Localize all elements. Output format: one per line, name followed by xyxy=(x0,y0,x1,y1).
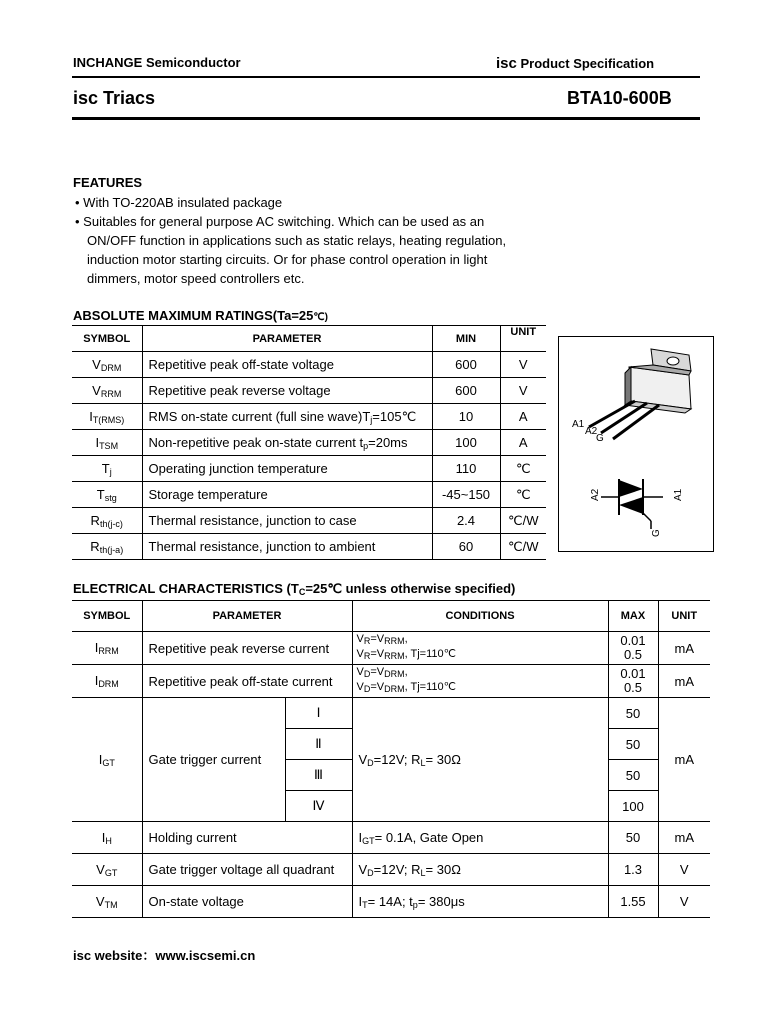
symbol-cell: $I_{GT}$ xyxy=(72,698,142,822)
conditions-cell: $I_{GT}= 0.1A$, Gate Open xyxy=(352,822,608,854)
table-row xyxy=(72,886,710,918)
col-header: SYMBOL xyxy=(72,601,142,632)
unit-cell: ℃/W xyxy=(500,508,546,534)
triac-symbol xyxy=(590,479,684,537)
symbol-cell: $I_{T(RMS)}$ xyxy=(72,404,142,430)
table-row xyxy=(72,665,710,698)
unit-cell: V xyxy=(500,352,546,378)
electrical-title: ELECTRICAL CHARACTERISTICS ($T_C=25℃$ unless otherwise specified) xyxy=(73,581,516,597)
table-row xyxy=(72,508,546,534)
quadrant-cell: Ⅰ xyxy=(285,698,352,729)
website-link[interactable]: www.iscsemi.cn xyxy=(155,948,256,963)
table-row xyxy=(72,456,546,482)
table-row xyxy=(72,404,546,430)
table-row xyxy=(72,534,546,560)
unit-cell: mA xyxy=(658,822,710,854)
min-cell: 60 xyxy=(432,534,500,560)
product-spec-label xyxy=(496,55,654,72)
quadrant-cell: Ⅱ xyxy=(285,729,352,760)
parameter-cell: RMS on-state current (full sine $wave)T_j=105℃$ xyxy=(142,404,432,430)
conditions-cell: $V_R=V_{RRM}$, $V_R=V_{RRM}$, Tj=110℃ xyxy=(352,632,608,665)
parameter-cell: Gate trigger current xyxy=(142,698,285,822)
parameter-cell: Thermal resistance, junction to case xyxy=(142,508,432,534)
max-cell: 50 xyxy=(608,822,658,854)
min-cell: 10 xyxy=(432,404,500,430)
max-cell: 0.01 0.5 xyxy=(608,665,658,698)
col-header: PARAMETER xyxy=(142,601,352,632)
min-cell: 600 xyxy=(432,352,500,378)
company-name: INCHANGE Semiconductor xyxy=(73,55,241,70)
unit-cell: mA xyxy=(658,632,710,665)
feature-item: • Suitables for general purpose AC switching. Which can be used as an xyxy=(75,214,485,229)
quadrant-cell: Ⅲ xyxy=(285,760,352,791)
max-cell: 0.01 0.5 xyxy=(608,632,658,665)
parameter-cell: Repetitive peak reverse current xyxy=(142,632,352,665)
unit-cell: A xyxy=(500,430,546,456)
parameter-cell: Repetitive peak reverse voltage xyxy=(142,378,432,404)
conditions-cell: $I_T= 14A$; $t_p= 380\mu s$ xyxy=(352,886,608,918)
quadrant-cell: Ⅳ xyxy=(285,791,352,822)
symbol-cell: $I_{TSM}$ xyxy=(72,430,142,456)
to220-package-drawing xyxy=(559,337,713,551)
symbol-label-a2: A2 xyxy=(590,488,601,501)
unit-cell: mA xyxy=(658,665,710,698)
table-row xyxy=(72,822,710,854)
table-row xyxy=(72,378,546,404)
min-cell: -45~150 xyxy=(432,482,500,508)
features-title: FEATURES xyxy=(73,175,143,190)
col-header: CONDITIONS xyxy=(352,601,608,632)
package-figure xyxy=(558,336,714,552)
max-cell: 1.3 xyxy=(608,854,658,886)
unit-cell: A xyxy=(500,404,546,430)
symbol-cell: $I_{RRM}$ xyxy=(72,632,142,665)
table-row xyxy=(72,854,710,886)
parameter-cell: Repetitive peak off-state voltage xyxy=(142,352,432,378)
abs-max-title: ABSOLUTE MAXIMUM RATINGS(Ta=25℃) xyxy=(73,308,328,323)
unit-cell: V xyxy=(500,378,546,404)
feature-item: • With TO-220AB insulated package xyxy=(75,195,283,210)
symbol-cell: $I_H$ xyxy=(72,822,142,854)
conditions-cell: $V_D=12V$; $R_L= 30\Omega$ xyxy=(352,854,608,886)
symbol-cell: $R_{th(j-a)}$ xyxy=(72,534,142,560)
pin-label-a2: A2 xyxy=(585,426,598,437)
spec-prefix: isc xyxy=(496,55,517,72)
col-header: PARAMETER xyxy=(142,326,432,352)
parameter-cell: On-state voltage xyxy=(142,886,352,918)
table-row xyxy=(72,482,546,508)
table-row xyxy=(72,632,710,665)
symbol-cell: $V_{GT}$ xyxy=(72,854,142,886)
table-row xyxy=(72,698,710,729)
parameter-cell: Gate trigger voltage all quadrant xyxy=(142,854,352,886)
min-cell: 600 xyxy=(432,378,500,404)
feature-item-cont: dimmers, motor speed controllers etc. xyxy=(87,271,305,286)
parameter-cell: Operating junction temperature xyxy=(142,456,432,482)
pin-label-a1: A1 xyxy=(572,419,585,430)
unit-cell: mA xyxy=(658,698,710,822)
col-header: UNIT xyxy=(658,601,710,632)
symbol-cell: $T_j$ xyxy=(72,456,142,482)
category-title: isc Triacs xyxy=(73,88,156,108)
symbol-cell: $I_{DRM}$ xyxy=(72,665,142,698)
symbol-cell: $R_{th(j-c)}$ xyxy=(72,508,142,534)
feature-item-cont: ON/OFF function in applications such as static relays, heating regulation, xyxy=(87,233,507,248)
unit-cell: V xyxy=(658,886,710,918)
col-header: UNIT xyxy=(500,326,546,352)
part-number: BTA10-600B xyxy=(567,88,672,108)
parameter-cell: Repetitive peak off-state current xyxy=(142,665,352,698)
symbol-label-a1: A1 xyxy=(673,488,684,501)
parameter-cell: Thermal resistance, junction to ambient xyxy=(142,534,432,560)
min-cell: 110 xyxy=(432,456,500,482)
abs-max-table xyxy=(72,325,546,560)
footer-label: isc website： xyxy=(73,948,156,963)
electrical-table xyxy=(72,600,710,918)
conditions-cell: $V_D=V_{DRM}$, $V_D=V_{DRM}$, Tj=110℃ xyxy=(352,665,608,698)
symbol-label-g: G xyxy=(651,529,662,537)
max-cell: 1.55 xyxy=(608,886,658,918)
parameter-cell: Holding current xyxy=(142,822,352,854)
max-cell: 50 xyxy=(608,729,658,760)
max-cell: 50 xyxy=(608,698,658,729)
table-row xyxy=(72,430,546,456)
max-cell: 50 xyxy=(608,760,658,791)
unit-cell: ℃ xyxy=(500,456,546,482)
symbol-cell: $T_{stg}$ xyxy=(72,482,142,508)
max-cell: 100 xyxy=(608,791,658,822)
title-rule xyxy=(72,117,700,120)
col-header: SYMBOL xyxy=(72,326,142,352)
unit-cell: ℃ xyxy=(500,482,546,508)
col-header: MIN xyxy=(432,326,500,352)
parameter-cell: Storage temperature xyxy=(142,482,432,508)
symbol-cell: $V_{DRM}$ xyxy=(72,352,142,378)
pin-label-g: G xyxy=(596,433,604,444)
unit-cell: ℃/W xyxy=(500,534,546,560)
symbol-cell: $V_{TM}$ xyxy=(72,886,142,918)
table-row xyxy=(72,352,546,378)
symbol-cell: $V_{RRM}$ xyxy=(72,378,142,404)
feature-item-cont: induction motor starting circuits. Or for phase control operation in light xyxy=(87,252,488,267)
min-cell: 100 xyxy=(432,430,500,456)
spec-suffix: Product Specification xyxy=(516,56,655,71)
unit-cell: V xyxy=(658,854,710,886)
header-rule xyxy=(72,76,700,78)
parameter-cell: Non-repetitive peak on-state current $t_p=20ms$ xyxy=(142,430,432,456)
footer xyxy=(73,945,255,964)
conditions-cell: $V_D=12V$; $R_L= 30\Omega$ xyxy=(352,698,608,822)
col-header: MAX xyxy=(608,601,658,632)
min-cell: 2.4 xyxy=(432,508,500,534)
